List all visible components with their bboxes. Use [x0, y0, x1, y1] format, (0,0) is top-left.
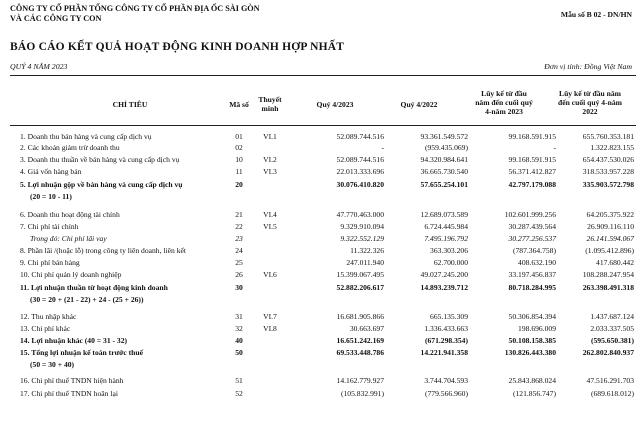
row-note: VI.8 [263, 324, 277, 333]
row-q2022: 7.495.196.792 [424, 234, 468, 243]
row-ytd2022: 318.533.957.228 [582, 167, 634, 176]
row-label: 1. Doanh thu bán hàng và cung cấp dịch vụ [20, 132, 152, 141]
currency-unit: Đơn vị tính: Đồng Việt Nam [544, 62, 632, 71]
row-q2022: 1.336.433.663 [424, 324, 468, 333]
row-q2022: 363.303.206 [430, 246, 468, 255]
col-ytd2023-header-line1: Lũy kế từ đầu [481, 89, 527, 98]
row-ytd2023: 102.601.999.256 [504, 210, 556, 219]
col-ytd2023-header-line3: 4-năm 2023 [485, 107, 523, 116]
row-note: VI.7 [263, 312, 277, 321]
col-note-header [252, 95, 288, 113]
row-ytd2022: 654.437.530.026 [582, 155, 634, 164]
row-q2023: 22.013.333.696 [336, 167, 384, 176]
row-ytd2023: 42.797.179.088 [508, 180, 556, 189]
row-code: 32 [235, 324, 243, 333]
col-ytd2022-header-line3: 2022 [582, 107, 598, 116]
row-code: 51 [235, 376, 243, 385]
row-q2023: 47.770.463.000 [336, 210, 384, 219]
row-q2023: 9.329.910.094 [340, 222, 384, 231]
row-code: 11 [235, 167, 243, 176]
row-ytd2022: 335.903.572.798 [582, 180, 634, 189]
row-code: 22 [235, 222, 243, 231]
row-q2023: - [381, 143, 384, 152]
col-q2023-header: Quý 4/2023 [316, 100, 354, 109]
row-q2023: 247.011.940 [346, 258, 384, 267]
row-ytd2022: (1.095.412.896) [585, 246, 634, 255]
row-ytd2022: 263.398.491.318 [582, 283, 634, 292]
row-q2023: 16.651.242.169 [336, 336, 384, 345]
row-note: VI.6 [263, 270, 277, 279]
row-q2022: 62.700.000 [433, 258, 468, 267]
row-ytd2023: 408.632.190 [518, 258, 556, 267]
row-label: 9. Chi phí bán hàng [20, 258, 80, 267]
row-code: 20 [235, 180, 243, 189]
row-q2022: 14.221.941.358 [420, 348, 468, 357]
row-q2023: (105.832.991) [340, 389, 384, 398]
row-ytd2023: (787.364.758) [512, 246, 556, 255]
row-label: 14. Lợi nhuận khác (40 = 31 - 32) [20, 336, 128, 345]
row-label: 2. Các khoản giảm trừ doanh thu [20, 143, 120, 152]
row-label: 16. Chi phí thuế TNDN hiện hành [20, 376, 124, 385]
row-q2023: 52.089.744.516 [336, 132, 384, 141]
row-label: 5. Lợi nhuận gộp về bán hàng và cung cấp dịch vụ [20, 180, 183, 189]
row-ytd2022: (595.650.381) [590, 336, 634, 345]
row-q2023: 69.533.448.786 [336, 348, 384, 357]
col-note-header-line2: minh [261, 104, 279, 113]
row-code: 31 [235, 312, 243, 321]
row-ytd2023: 50.108.158.385 [508, 336, 556, 345]
row-ytd2022: 417.680.442 [596, 258, 634, 267]
row-label: 4. Giá vốn hàng bán [20, 167, 82, 176]
row-note: VI.2 [263, 155, 277, 164]
row-label: (30 = 20 + (21 - 22) + 24 - (25 + 26)) [30, 295, 144, 304]
row-code: 50 [235, 348, 243, 357]
col-item-header: CHỈ TIÊU [112, 100, 148, 109]
row-q2022: 665.135.309 [430, 312, 468, 321]
row-q2023: 30.076.410.820 [336, 180, 384, 189]
row-code: 25 [235, 258, 243, 267]
row-ytd2023: 33.197.456.837 [508, 270, 556, 279]
row-q2022: 36.665.730.540 [420, 167, 468, 176]
row-ytd2023: 56.371.412.827 [508, 167, 556, 176]
row-ytd2023: 130.826.443.380 [504, 348, 556, 357]
row-note: VI.5 [263, 222, 277, 231]
row-ytd2022: 108.288.247.954 [582, 270, 634, 279]
row-label: 6. Doanh thu hoạt động tài chính [20, 210, 120, 219]
row-q2022: (779.566.960) [424, 389, 468, 398]
header-top-rule [10, 75, 636, 76]
row-ytd2022: 47.516.291.703 [586, 376, 634, 385]
col-code-header: Mã số [229, 100, 249, 109]
row-label: (50 = 30 + 40) [30, 360, 75, 369]
row-ytd2022: 1.322.823.155 [590, 143, 634, 152]
row-q2022: 3.744.704.593 [424, 376, 468, 385]
row-ytd2023: 99.168.591.915 [508, 155, 556, 164]
row-ytd2023: 198.696.009 [518, 324, 556, 333]
col-ytd2022-header-line1: Lũy kế từ đầu năm [559, 89, 621, 98]
col-ytd2023-header [454, 89, 554, 116]
row-code: 40 [235, 336, 243, 345]
row-q2023: 15.399.067.495 [336, 270, 384, 279]
col-ytd2022-header-line2: đến cuối quý 4-năm [558, 98, 622, 107]
row-ytd2022: 1.437.687.124 [590, 312, 634, 321]
row-q2022: 6.724.445.984 [424, 222, 468, 231]
row-q2022: 49.027.245.200 [420, 270, 468, 279]
row-q2023: 11.322.326 [350, 246, 384, 255]
row-q2022: 93.361.549.572 [420, 132, 468, 141]
row-q2022: 57.655.254.101 [420, 180, 468, 189]
col-ytd2023-header-line2: năm đến cuối quý [475, 98, 533, 107]
form-number: Mẫu số B 02 - DN/HN [560, 10, 632, 19]
company-name: CÔNG TY CỔ PHẦN TỔNG CÔNG TY CỔ PHẦN ĐỊA ỐC SÀI GÒN [10, 4, 260, 13]
row-ytd2023: 30.287.439.564 [508, 222, 556, 231]
row-label: 12. Thu nhập khác [20, 312, 77, 321]
row-code: 23 [235, 234, 243, 243]
header-bottom-rule [10, 125, 636, 126]
row-ytd2023: 25.843.868.024 [508, 376, 556, 385]
row-ytd2022: 262.802.840.937 [582, 348, 634, 357]
row-code: 24 [235, 246, 243, 255]
company-subsidiaries: VÀ CÁC CÔNG TY CON [10, 14, 102, 23]
row-code: 10 [235, 155, 243, 164]
row-label: 17. Chi phí thuế TNDN hoãn lại [20, 389, 118, 398]
row-q2023: 9.322.552.129 [340, 234, 384, 243]
row-q2022: (671.298.354) [424, 336, 468, 345]
row-ytd2022: 26.909.116.110 [587, 222, 634, 231]
row-q2022: (959.435.069) [424, 143, 468, 152]
row-code: 26 [235, 270, 243, 279]
row-note: VI.4 [263, 210, 277, 219]
row-ytd2023: 80.718.284.995 [508, 283, 556, 292]
row-ytd2023: 99.168.591.915 [508, 132, 556, 141]
row-label: 3. Doanh thu thuần về bán hàng và cung cấp dịch vụ [20, 155, 180, 164]
row-label: (20 = 10 - 11) [30, 192, 72, 201]
row-ytd2022: 655.760.353.181 [582, 132, 634, 141]
row-label: Trong đó: Chi phí lãi vay [30, 234, 107, 243]
row-ytd2022: (689.618.012) [590, 389, 634, 398]
row-label: 8. Phần lãi /(hoặc lỗ) trong công ty liên doanh, liên kết [20, 246, 186, 255]
row-code: 21 [235, 210, 243, 219]
row-label: 7. Chi phí tài chính [20, 222, 79, 231]
row-ytd2022: 64.205.375.922 [586, 210, 634, 219]
row-ytd2022: 2.033.337.505 [590, 324, 634, 333]
row-q2022: 14.893.239.712 [420, 283, 468, 292]
report-period: QUÝ 4 NĂM 2023 [10, 62, 68, 71]
row-note: VI.3 [263, 167, 277, 176]
row-code: 52 [235, 389, 243, 398]
row-ytd2023: 30.277.256.537 [508, 234, 556, 243]
row-code: 01 [235, 132, 243, 141]
row-label: 10. Chi phí quản lý doanh nghiệp [20, 270, 122, 279]
row-label: 11. Lợi nhuận thuần từ hoạt động kinh doanh [20, 283, 168, 292]
col-q2022-header: Quý 4/2022 [400, 100, 438, 109]
col-ytd2022-header [540, 89, 640, 116]
row-q2023: 30.663.697 [349, 324, 384, 333]
row-q2023: 52.882.206.617 [336, 283, 384, 292]
row-q2022: 12.689.073.589 [420, 210, 468, 219]
row-ytd2023: - [553, 143, 556, 152]
report-title: BÁO CÁO KẾT QUẢ HOẠT ĐỘNG KINH DOANH HỢP NHẤT [10, 41, 345, 53]
row-label: 15. Tổng lợi nhuận kế toán trước thuế [20, 348, 143, 357]
row-note: VI.1 [263, 132, 277, 141]
row-ytd2023: (121.856.747) [512, 389, 556, 398]
col-note-header-line1: Thuyết [258, 95, 282, 104]
row-code: 30 [235, 283, 243, 292]
row-code: 02 [235, 143, 243, 152]
row-q2023: 14.162.779.927 [336, 376, 384, 385]
row-q2023: 52.089.744.516 [336, 155, 384, 164]
row-q2023: 16.681.905.866 [336, 312, 384, 321]
row-label: 13. Chi phí khác [20, 324, 71, 333]
row-ytd2023: 50.306.854.394 [508, 312, 556, 321]
row-ytd2022: 26.141.594.067 [586, 234, 634, 243]
row-q2022: 94.320.984.641 [420, 155, 468, 164]
